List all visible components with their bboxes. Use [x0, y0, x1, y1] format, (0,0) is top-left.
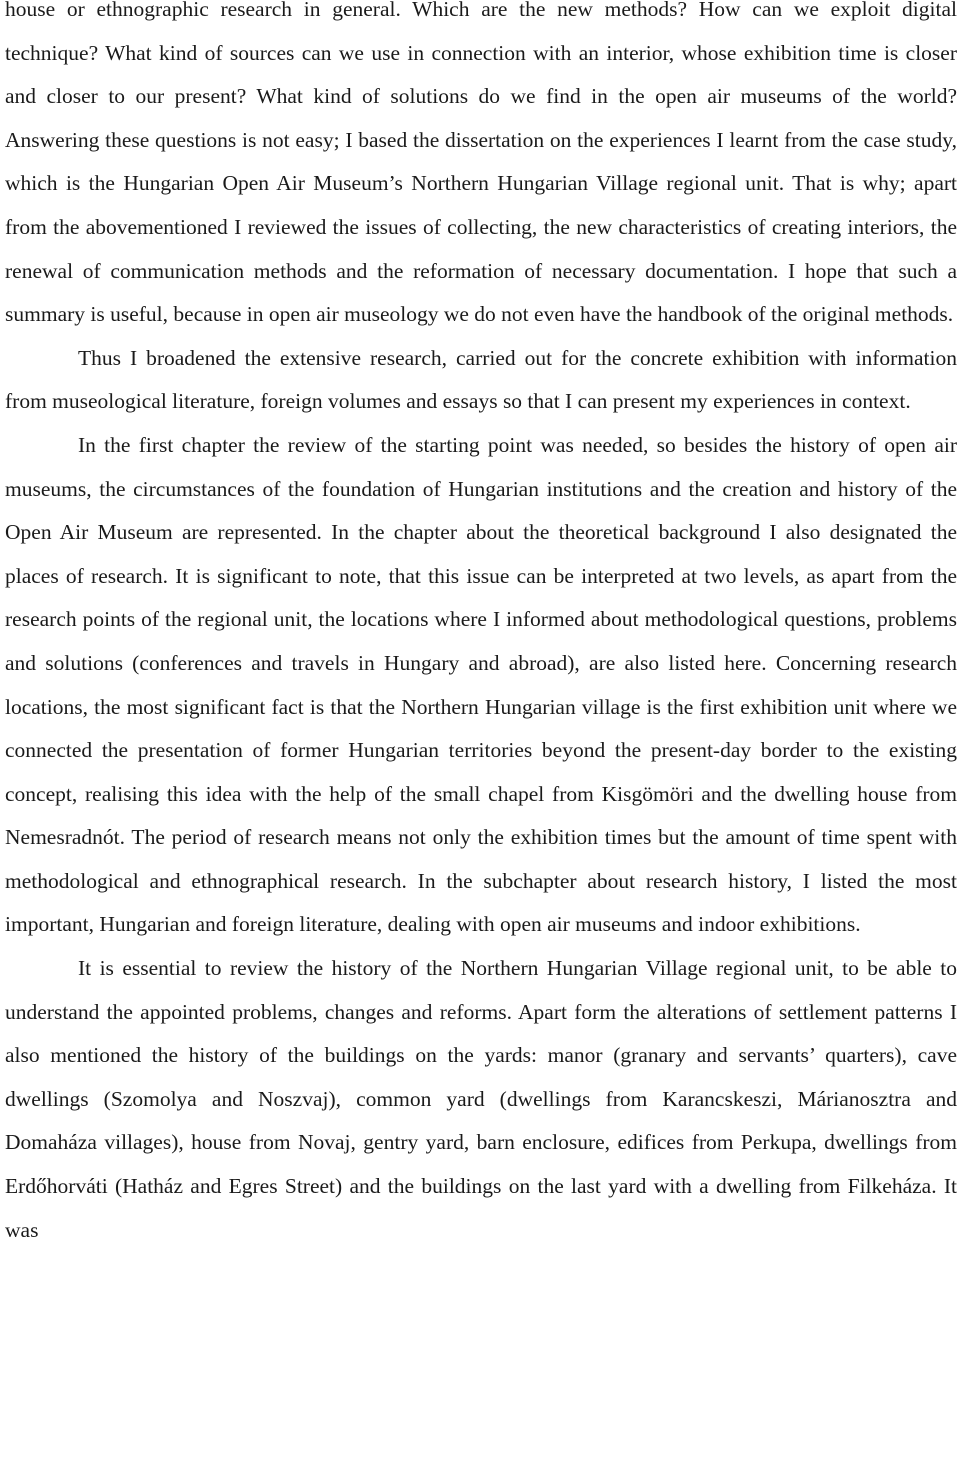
- paragraph-1: house or ethnographic research in general. Which are the new methods? How can we exploit digital technique? What kind of sources can we use in connection with an interior, whose exhibition time is closer and closer to our present? What kind of solutions do we find in the open air museums of the world? Answering these questions is not easy; I based the dissertation on the experiences I learnt from the case study, which is the Hungarian Open Air Museum’s Northern Hungarian Village regional unit. That is why; apart from the abovementioned I reviewed the issues of collecting, the new characteristics of creating interiors, the renewal of communication methods and the reformation of necessary documentation. I hope that such a summary is useful, because in open air museology we do not even have the handbook of the original methods.: [5, 0, 957, 327]
- paragraph-2: Thus I broadened the extensive research, carried out for the concrete exhibition with information from museological literature, foreign volumes and essays so that I can present my experiences in context.: [5, 345, 957, 414]
- document-page: [5, 0, 957, 1252]
- paragraph-3: In the first chapter the review of the starting point was needed, so besides the history of open air museums, the circumstances of the foundation of Hungarian institutions and the creation and history of the Open Air Museum are represented. In the chapter about the theoretical background I also designated the places of research. It is significant to note, that this issue can be interpreted at two levels, as apart from the research points of the regional unit, the locations where I informed about methodological questions, problems and solutions (conferences and travels in Hungary and abroad), are also listed here. Concerning research locations, the most significant fact is that the Northern Hungarian village is the first exhibition unit where we connected the presentation of former Hungarian territories beyond the present-day border to the existing concept, realising this idea with the help of the small chapel from Kisgömöri and the dwelling house from Nemesradnót. The period of research means not only the exhibition times but the amount of time spent with methodological and ethnographical research. In the subchapter about research history, I listed the most important, Hungarian and foreign literature, dealing with open air museums and indoor exhibitions.: [5, 432, 957, 937]
- paragraph-4: It is essential to review the history of the Northern Hungarian Village regional unit, to be able to understand the appointed problems, changes and reforms. Apart form the alterations of settlement patterns I also mentioned the history of the buildings on the yards: manor (granary and servants’ quarters), cave dwellings (Szomolya and Noszvaj), common yard (dwellings from Karancskeszi, Márianosztra and Domaháza villages), house from Novaj, gentry yard, barn enclosure, edifices from Perkupa, dwellings from Erdőhorváti (Hatház and Egres Street) and the buildings on the last yard with a dwelling from Filkeháza. It was: [5, 956, 957, 1242]
